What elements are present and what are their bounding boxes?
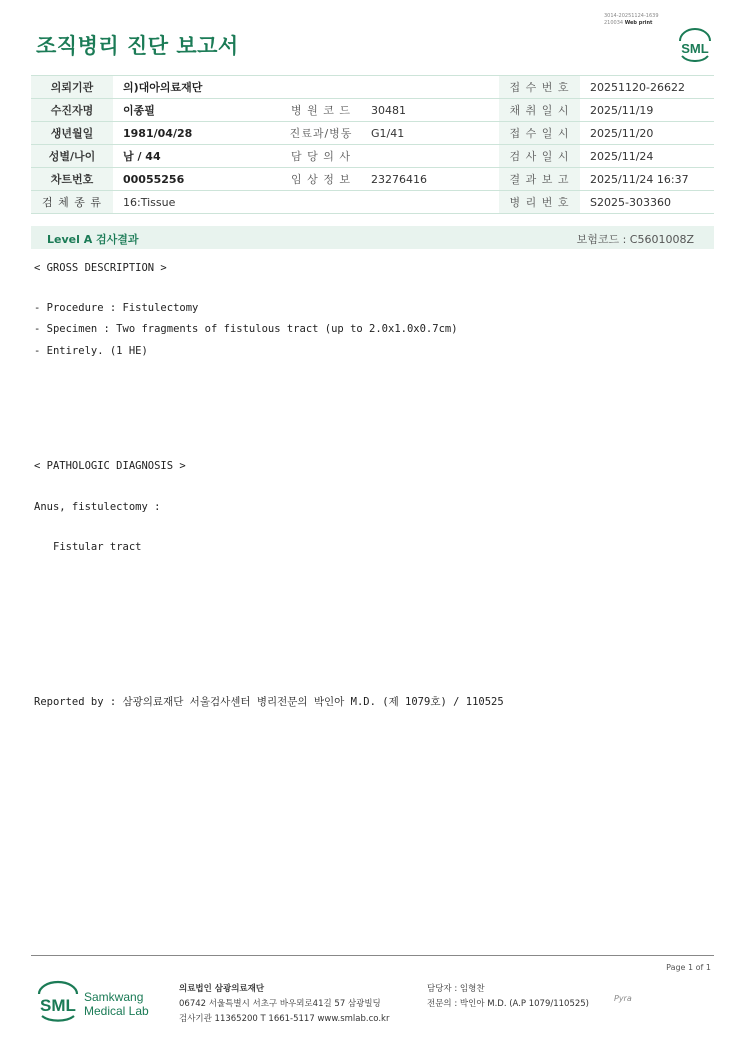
patient-info-table — [31, 75, 714, 214]
footer-logo-line2: Medical Lab — [84, 1004, 149, 1018]
gross-line: - Entirely. (1 HE) — [34, 345, 148, 357]
label-receipt-no: 접 수 번 호 — [499, 76, 580, 99]
value-institution: 의)대아의료재단 — [113, 76, 499, 99]
sml-logo — [676, 28, 714, 66]
page-number: Page 1 of 1 — [666, 963, 711, 972]
value-hospital-code: 30481 — [361, 99, 499, 122]
value-department: G1/41 — [361, 122, 499, 145]
footer-org-info — [179, 982, 389, 1027]
info-row — [31, 122, 714, 145]
footer-divider — [31, 955, 714, 956]
value-collection-date: 2025/11/19 — [580, 99, 714, 122]
footer-doctor: 박인아 M.D. (A.P 1079/110525) — [459, 999, 589, 1009]
reported-by: Reported by : 삼광의료재단 서울검사센터 병리전문의 박인아 M.D. (제 1079호) / 110525 — [34, 696, 504, 708]
label-birthdate: 생년월일 — [31, 122, 113, 145]
info-row — [31, 145, 714, 168]
label-patient-name: 수진자명 — [31, 99, 113, 122]
value-patient-name: 이종필 — [113, 99, 281, 122]
value-chart-no: 00055256 — [113, 168, 281, 191]
label-report-date: 결 과 보 고 — [499, 168, 580, 191]
label-sex-age: 성별/나이 — [31, 145, 113, 168]
value-clinical-info: 23276416 — [361, 168, 499, 191]
label-clinical-info: 임 상 정 보 — [281, 168, 361, 191]
value-receipt-no: 20251120-26622 — [580, 76, 714, 99]
level-bar — [31, 226, 714, 249]
label-institution: 의뢰기관 — [31, 76, 113, 99]
gross-line: - Specimen : Two fragments of fistulous tract (up to 2.0x1.0x0.7cm) — [34, 323, 458, 335]
label-collection-date: 채 취 일 시 — [499, 99, 580, 122]
svg-text:SML: SML — [681, 41, 709, 56]
label-pathology-no: 병 리 번 호 — [499, 191, 580, 214]
value-birthdate: 1981/04/28 — [113, 122, 281, 145]
gross-line: - Procedure : Fistulectomy — [34, 302, 199, 314]
footer-person-label: 담당자 : — [427, 984, 458, 994]
signature: Pyra — [614, 994, 632, 1003]
diagnosis-heading: < PATHOLOGIC DIAGNOSIS > — [34, 460, 186, 472]
footer-doctor-label: 전문의 : — [427, 999, 458, 1009]
value-report-date: 2025/11/24 16:37 — [580, 168, 714, 191]
value-pathology-no: S2025-303360 — [580, 191, 714, 214]
value-doctor — [361, 145, 499, 168]
footer-org-name: 의료법인 삼광의료재단 — [179, 984, 265, 994]
diagnosis-site: Anus, fistulectomy : — [34, 501, 161, 513]
label-test-date: 검 사 일 시 — [499, 145, 580, 168]
footer-person: 임형찬 — [459, 984, 485, 994]
gross-heading: < GROSS DESCRIPTION > — [34, 262, 167, 274]
print-sub: 210034 — [604, 20, 624, 26]
info-row — [31, 99, 714, 122]
footer-address: 06742 서울특별시 서초구 바우뫼로41길 57 삼광빌딩 — [179, 999, 381, 1009]
print-code: 3014-20251124-1639 — [604, 13, 659, 19]
print-info — [604, 13, 659, 27]
value-test-date: 2025/11/24 — [580, 145, 714, 168]
footer-contact: 검사기관 11365200 T 1661-5117 www.smlab.co.kr — [179, 1014, 390, 1024]
label-receipt-date: 접 수 일 시 — [499, 122, 580, 145]
info-row — [31, 76, 714, 99]
label-hospital-code: 병 원 코 드 — [281, 99, 361, 122]
footer-logo-main: SML — [40, 996, 76, 1015]
level-label: Level A 검사결과 — [47, 233, 139, 246]
report-title: 조직병리 진단 보고서 — [36, 34, 239, 58]
label-specimen-type: 검 체 종 류 — [31, 191, 113, 214]
diagnosis-result: Fistular tract — [53, 541, 142, 553]
value-receipt-date: 2025/11/20 — [580, 122, 714, 145]
label-department: 진료과/병동 — [281, 122, 361, 145]
info-row — [31, 191, 714, 214]
value-sex-age: 남 / 44 — [113, 145, 281, 168]
value-specimen-type: 16:Tissue — [113, 191, 499, 214]
label-doctor: 담 당 의 사 — [281, 145, 361, 168]
footer-staff-info — [427, 982, 589, 1012]
footer-logo-line1: Samkwang — [84, 990, 144, 1004]
print-label: Web print — [624, 20, 653, 26]
footer-logo — [36, 980, 156, 1030]
info-row — [31, 168, 714, 191]
insurance-code: 보험코드 : C5601008Z — [576, 233, 694, 246]
label-chart-no: 차트번호 — [31, 168, 113, 191]
